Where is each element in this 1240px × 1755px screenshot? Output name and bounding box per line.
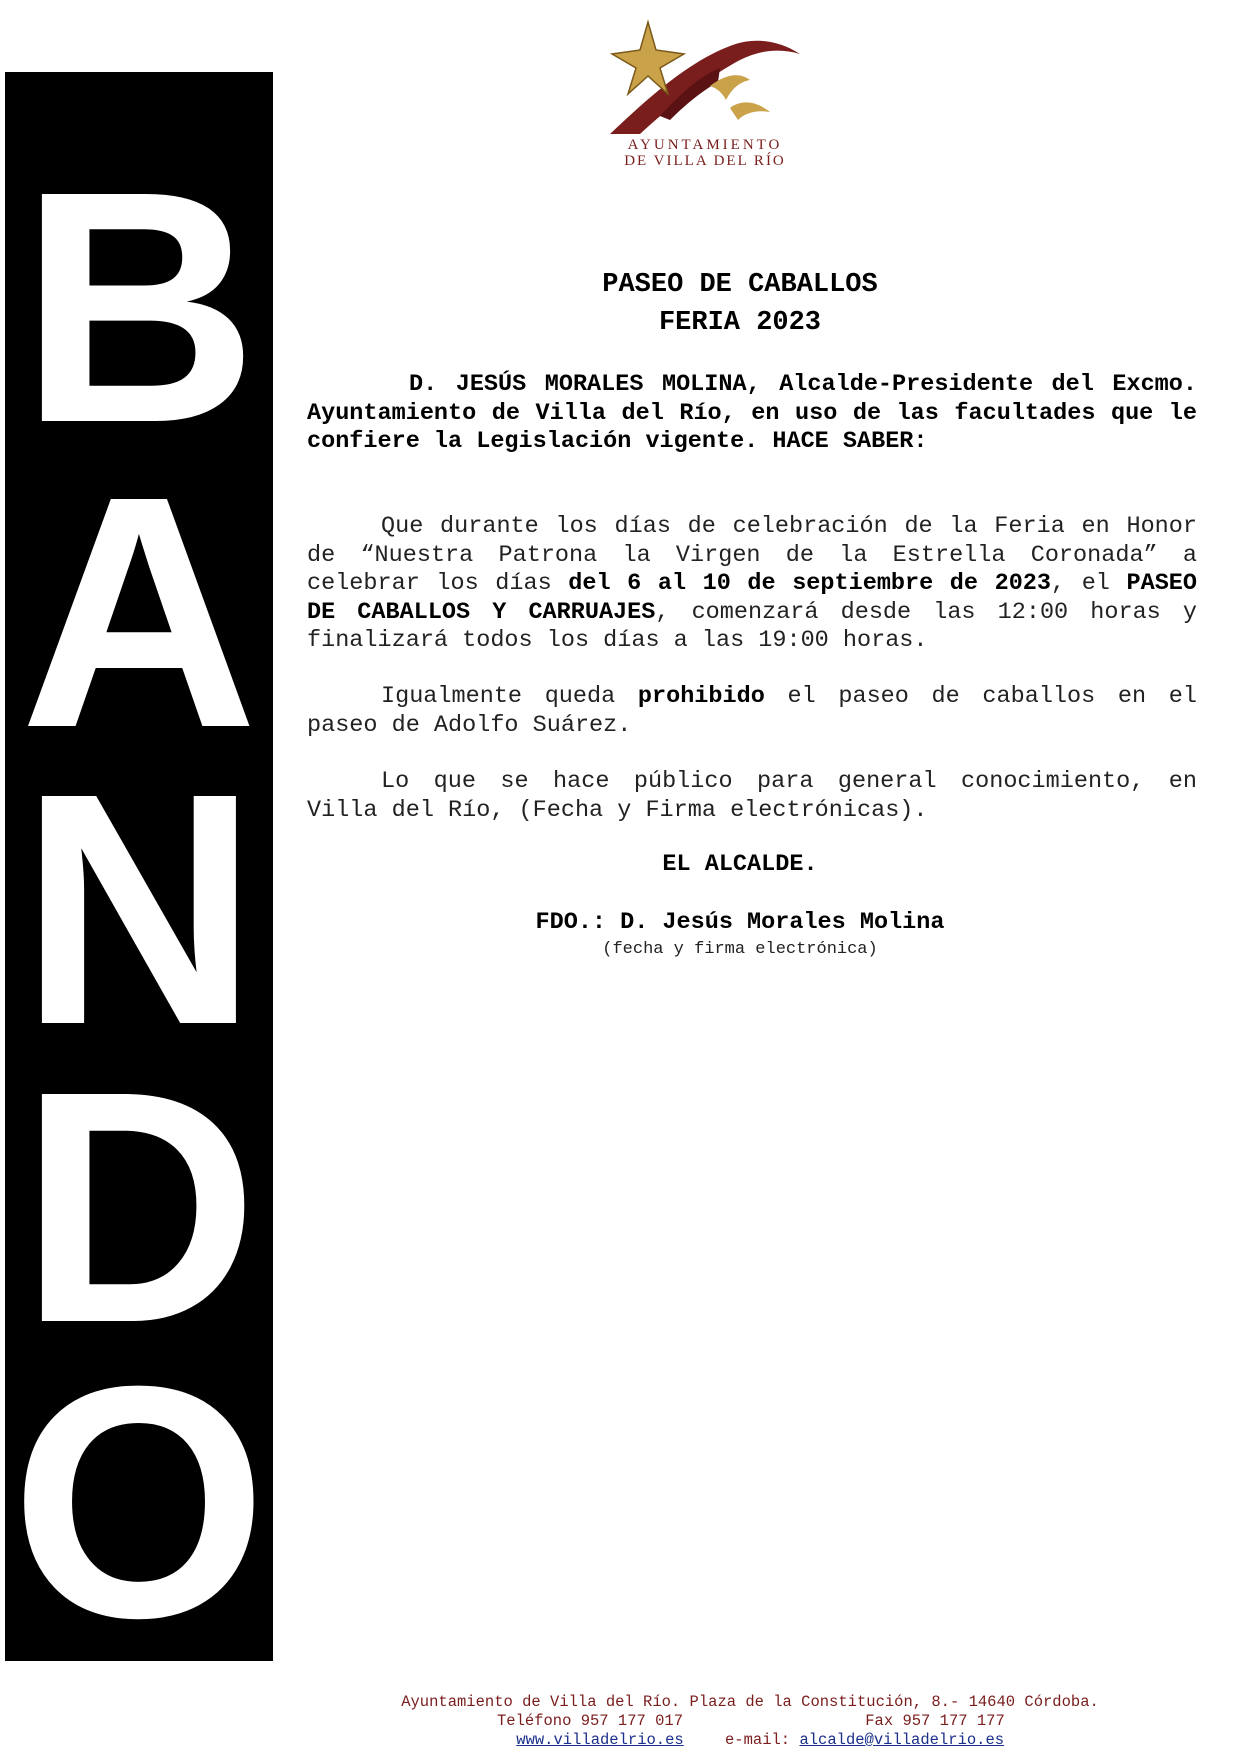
body1-text-1: Que durante los días de celebración de la Feria en Honor de “Nuestra Patrona la Virgen de la Estrella Coronada” a celebrar los días	[307, 513, 1197, 597]
banner-letter-b: B	[19, 122, 259, 491]
document-title: PASEO DE CABALLOS	[602, 270, 878, 300]
body-paragraph-2	[307, 683, 1197, 740]
body1-text-3: , comenzará desde las 12:00 horas y finalizará todos los días a las 19:00 horas.	[307, 598, 1197, 654]
ayuntamiento-logo	[600, 16, 810, 176]
footer-email-container	[725, 1731, 1045, 1750]
body1-text-2: , el	[1051, 570, 1127, 597]
footer-email-label: e-mail:	[725, 1731, 791, 1749]
banner-letter-n: N	[19, 724, 259, 1093]
body1-event: PASEO DE CABALLOS Y CARRUAJES	[307, 570, 1197, 626]
signature-name: FDO.: D. Jesús Morales Molina	[535, 909, 945, 936]
banner-letter-d: D	[19, 1022, 259, 1391]
body-paragraph-3: Lo que se hace público para general conocimiento, en Villa del Río, (Fecha y Firma electrónicas).	[307, 768, 1197, 824]
footer-phone: Teléfono 957 177 017	[496, 1712, 684, 1730]
banner-letter-a: A	[19, 427, 259, 796]
footer-website-link[interactable]: www.villadelrio.es	[516, 1731, 684, 1749]
body2-text-1: Igualmente queda	[381, 683, 638, 710]
bando-side-banner	[5, 72, 273, 1686]
footer-address: Ayuntamiento de Villa del Río. Plaza de la Constitución, 8.- 14640 Córdoba.	[401, 1693, 1099, 1711]
banner-letter-o: O	[10, 1317, 268, 1686]
footer-fax: Fax 957 177 177	[865, 1712, 1005, 1730]
logo-line-2: DE VILLA DEL RÍO	[624, 153, 786, 169]
star-mountain-emblem-icon	[600, 16, 810, 136]
body-paragraph-1	[307, 513, 1197, 656]
intro-paragraph: D. JESÚS MORALES MOLINA, Alcalde-Presidente del Excmo. Ayuntamiento de Villa del Río, en uso de las facultades que le confiere la Legislación vigente. HACE SABER:	[307, 371, 1197, 455]
body1-dates: del 6 al 10 de septiembre de 2023	[568, 570, 1052, 597]
logo-line-1: AYUNTAMIENTO	[627, 137, 783, 153]
body2-text-2: el paseo de caballos en el paseo de Adolfo Suárez.	[307, 683, 1197, 739]
footer-website-container	[500, 1731, 700, 1750]
footer-email-link[interactable]: alcalde@villadelrio.es	[799, 1731, 1005, 1749]
body2-prohibido: prohibido	[637, 683, 765, 710]
signature-note: (fecha y firma electrónica)	[602, 940, 878, 959]
signature-role: EL ALCALDE.	[662, 851, 818, 878]
document-subtitle: FERIA 2023	[658, 308, 822, 338]
